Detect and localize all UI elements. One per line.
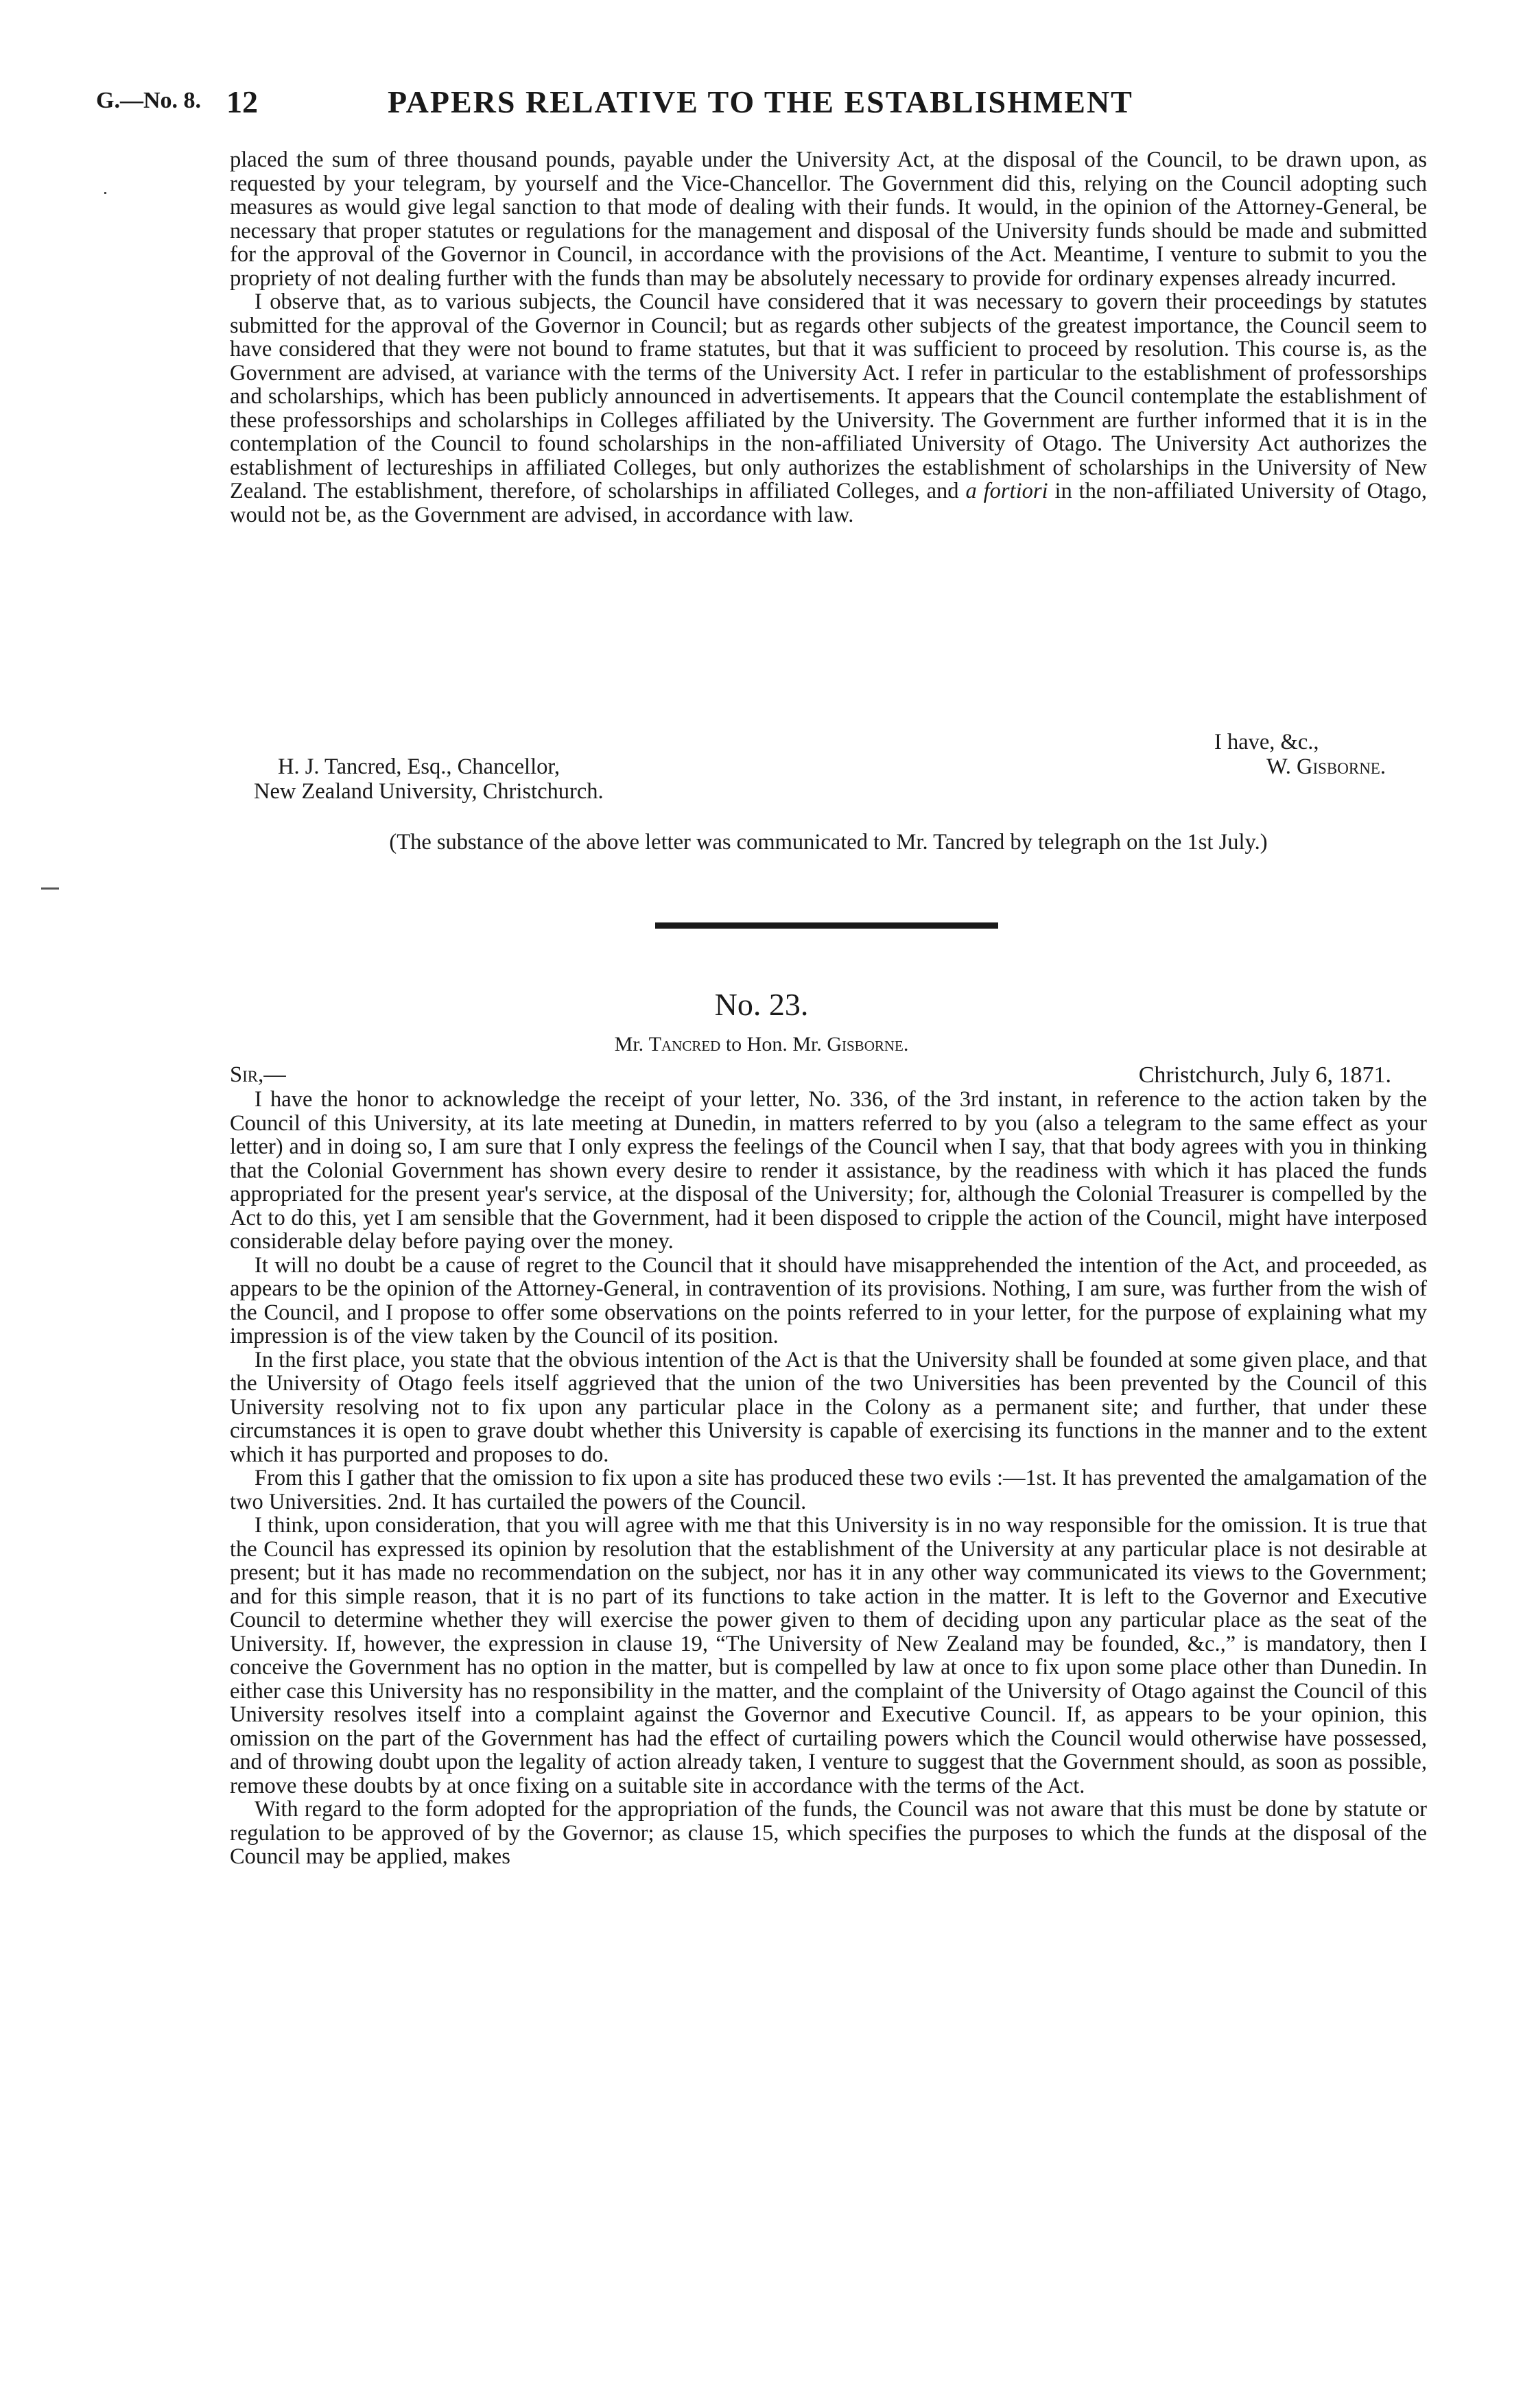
route-to: Gisborne.: [827, 1033, 909, 1056]
letter-number: No. 23.: [714, 987, 809, 1022]
paragraph: It will no doubt be a cause of regret to the Council that it should have misapprehended the intention of the Act, and proceeded, as appears to be the opinion of the Attorney-General, in contravention of its provisions. Nothing, I am sure, was further from the wish of the Council, and I propose to offer some observations on the points referred to in your letter, for the purpose of explaining what my impression is of the view taken by the Council of its position.: [230, 1252, 1427, 1348]
signature-block: [230, 730, 1427, 804]
document-code: G.—No. 8.: [96, 88, 201, 113]
paragraph: [230, 290, 1427, 527]
dateline: Christchurch, July 6, 1871.: [1138, 1062, 1391, 1088]
paragraph: In the first place, you state that the obvious intention of the Act is that the University shall be founded at some given place, and that the University of Otago feels itself aggrieved that the union of the two Universities has been prevented by the Council of this University resolving not to fix upon any particular place in the Colony as a permanent site; and further, that under these circumstances it is open to grave doubt whether this University is capable of exercising its functions in the manner and to the extent which it has purported and proposes to do.: [230, 1347, 1427, 1467]
addressee: H. J. Tancred, Esq., Chancellor,: [278, 754, 560, 779]
closing-row: [230, 730, 1427, 754]
italic-phrase: a fortiori: [965, 479, 1048, 503]
paragraph-text: I observe that, as to various subjects, the Council have considered that it was necessary to govern their proceedings by statutes submitted for the approval of the Governor in Council; but as regards other subjects of the greatest importance, the Council seem to have considered that they were not bound to frame statutes, but that it was sufficient to proceed by resolution. This course is, as the Government are advised, at variance with the terms of the University Act. I refer in particular to the establishment of professorships and scholarships, which has been publicly announced in advertisements. It appears that the Council contemplate the establishment of these professorships and scholarships in Colleges affiliated by the University. The Government are further informed that it is in the contemplation of the Council to found scholarships in the non-affiliated University of Otago. The University Act authorizes the establishment of lectureships in affiliated Colleges, but only authorizes the establishment of scholarships in the University of New Zealand. The establishment, therefore, of scholarships in affiliated Colleges, and: [230, 289, 1427, 503]
letter-body-continued: [230, 148, 1427, 527]
paragraph-tail: in the non-affiliated University of Otago, would not be, as the Government are advised, in accordance with law.: [230, 479, 1428, 527]
page-header: [0, 84, 1523, 129]
margin-mark: [41, 887, 59, 890]
addressee-location: New Zealand University, Christchurch.: [254, 779, 604, 804]
closing-formula: I have, &c.,: [1214, 730, 1319, 754]
salutation-row: [230, 1062, 1427, 1087]
paragraph: I think, upon consideration, that you will agree with me that this University is in no way responsible for the omission. It is true that the Council has expressed its opinion by resolution that the establishment of the University at any particular place is not desirable at present; but it has made no recommendation on the subject, nor has it in any other way communicated its views to the Government; and for this simple reason, that it is no part of its functions to take action in the matter. It is left to the Governor and Executive Council to determine whether they will exercise the power given to them of deciding upon any particular place as the seat of the University. If, however, the expression in clause 19, “The University of New Zealand may be founded, &c.,” is mandatory, then I conceive the Government has no option in the matter, but is compelled by law at once to fix upon some place other than Dunedin. In either case this University has no responsibility in the matter, and the complaint of the University of Otago against the Council of this University resolves itself into a complaint against the Governor and Executive Council. If, as appears to be your opinion, this omission on the part of the Government has had the effect of curtailing powers which the Council would otherwise have possessed, and of throwing doubt upon the legality of action already taken, I venture to suggest that the Government should, as soon as possible, remove these doubts by at once fixing on a suitable site in accordance with the terms of the Act.: [230, 1513, 1427, 1798]
addressee-row: [230, 754, 1427, 779]
route-mid: to Hon. Mr.: [725, 1033, 822, 1056]
running-title: PAPERS RELATIVE TO THE ESTABLISHMENT: [388, 84, 1133, 119]
telegraph-note: (The substance of the above letter was communicated to Mr. Tancred by telegraph on the 1st July.): [389, 830, 1268, 855]
address-row: [230, 779, 1427, 804]
paragraph: placed the sum of three thousand pounds, payable under the University Act, at the disposal of the Council, to be drawn upon, as requested by your telegram, by yourself and the Vice-Chancellor. The Government did this, relying on the Council adopting such measures as would give legal sanction to that mode of dealing with their funds. It would, in the opinion of the Attorney-General, be necessary that proper statutes or regulations for the management and disposal of the University funds should be made and submitted for the approval of the Governor in Council, in accordance with the provisions of the Act. Meantime, I venture to submit to you the propriety of not dealing further with the funds than may be absolutely necessary to provide for ordinary expenses already incurred.: [230, 147, 1427, 291]
signer: W. Gisborne.: [1266, 754, 1386, 779]
route-prefix: Mr.: [614, 1033, 644, 1056]
paragraph: With regard to the form adopted for the appropriation of the funds, the Council was not aware that this must be done by statute or regulation to be approved of by the Governor; as clause 15, which specifies the purposes to which the funds at the disposal of the Council may be applied, makes: [230, 1797, 1427, 1869]
section-divider: [655, 922, 998, 929]
margin-mark: [104, 192, 106, 194]
salutation: Sir,—: [230, 1062, 286, 1087]
letter-route: [0, 1033, 1523, 1056]
paragraph: From this I gather that the omission to fix upon a site has produced these two evils :—1st. It has prevented the amalgamation of the two Universities. 2nd. It has curtailed the powers of the Council.: [230, 1466, 1427, 1514]
letter-body: [230, 1088, 1427, 1869]
paragraph: I have the honor to acknowledge the receipt of your letter, No. 336, of the 3rd instant, in reference to the action taken by the Council of this University, at its late meeting at Dunedin, in matters referred to by you (also a telegram to the same effect as your letter) and in doing so, I am sure that I only express the feelings of the Council when I say, that that body agrees with you in thinking that the Colonial Government has shown every desire to render it assistance, by the readiness with which it has placed the funds appropriated for the present year's service, at the disposal of the University; for, although the Colonial Treasurer is compelled by the Act to do this, yet I am sensible that the Government, had it been disposed to cripple the action of the Council, might have interposed considerable delay before paying over the money.: [230, 1087, 1427, 1254]
route-from: Tancred: [648, 1033, 721, 1056]
page-number: 12: [226, 84, 258, 119]
